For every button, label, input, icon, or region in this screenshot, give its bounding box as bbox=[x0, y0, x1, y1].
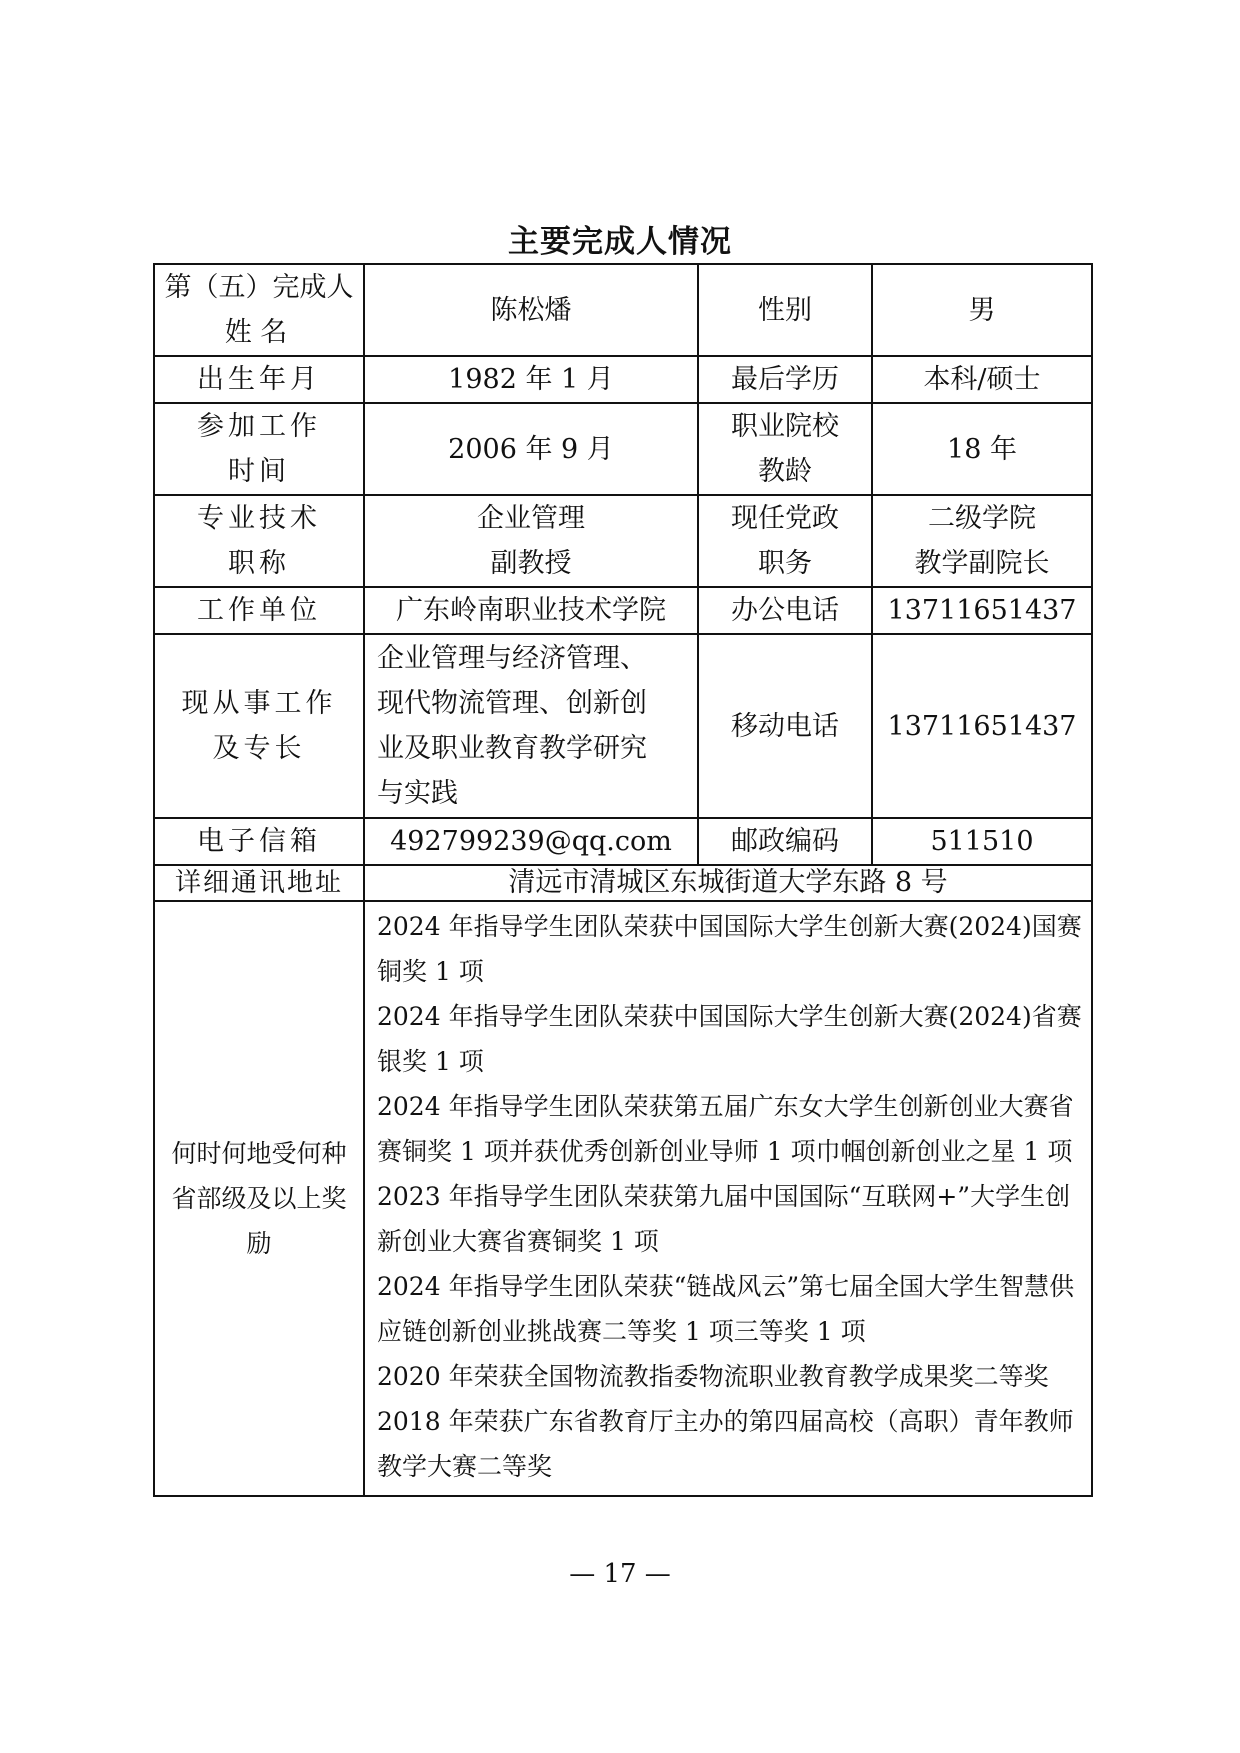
position-label bbox=[698, 495, 872, 587]
education-value: 本科/硕士 bbox=[872, 356, 1092, 403]
position-value bbox=[872, 495, 1092, 587]
award-item: 2024 年指导学生团队荣获中国国际大学生创新大赛(2024)国赛铜奖 1 项 bbox=[377, 912, 1082, 986]
email-label: 电子信箱 bbox=[154, 818, 364, 865]
work-start-value: 2006 年 9 月 bbox=[364, 403, 698, 495]
work-start-label-line1: 参加工作 bbox=[197, 411, 321, 442]
teaching-years-value: 18 年 bbox=[872, 403, 1092, 495]
position-value-line1: 二级学院 bbox=[928, 503, 1036, 534]
table-row bbox=[154, 901, 1092, 1496]
work-unit-value: 广东岭南职业技术学院 bbox=[364, 587, 698, 634]
teaching-years-label bbox=[698, 403, 872, 495]
gender-value: 男 bbox=[872, 264, 1092, 356]
award-item: 2023 年指导学生团队荣获第九届中国国际“互联网+”大学生创新创业大赛省赛铜奖 1 项 bbox=[377, 1182, 1071, 1256]
address-label: 详细通讯地址 bbox=[154, 865, 364, 901]
professional-title-value bbox=[364, 495, 698, 587]
award-item: 2020 年荣获全国物流教指委物流职业教育教学成果奖二等奖 bbox=[377, 1362, 1049, 1391]
awards-list bbox=[364, 901, 1092, 1496]
name-label-line2 bbox=[159, 310, 359, 355]
professional-title-label-line1: 专业技术 bbox=[197, 503, 321, 534]
table-row bbox=[154, 634, 1092, 818]
specialty-label-line1: 现从事工作 bbox=[181, 688, 337, 719]
award-item: 2018 年荣获广东省教育厅主办的第四届高校（高职）青年教师教学大赛二等奖 bbox=[377, 1407, 1074, 1481]
table-row bbox=[154, 495, 1092, 587]
office-phone-value: 13711651437 bbox=[872, 587, 1092, 634]
name-label-line1: 第（五）完成人 bbox=[164, 272, 354, 303]
specialty-label bbox=[154, 634, 364, 818]
work-start-label-line2: 时间 bbox=[228, 456, 290, 487]
professional-title-value-line2: 副教授 bbox=[490, 548, 572, 579]
specialty-value-line2: 现代物流管理、创新创 bbox=[377, 688, 647, 719]
professional-title-label bbox=[154, 495, 364, 587]
postcode-label: 邮政编码 bbox=[698, 818, 872, 865]
work-unit-label: 工作单位 bbox=[154, 587, 364, 634]
specialty-value-line3: 业及职业教育教学研究 bbox=[377, 733, 647, 764]
specialty-value-line4: 与实践 bbox=[377, 778, 458, 809]
awards-label bbox=[154, 901, 364, 1496]
award-item: 2024 年指导学生团队荣获第五届广东女大学生创新创业大赛省赛铜奖 1 项并获优秀创新创业导师 1 项巾帼创新创业之星 1 项 bbox=[377, 1092, 1074, 1166]
awards-label-line3: 励 bbox=[246, 1229, 272, 1258]
table-row bbox=[154, 587, 1092, 634]
position-label-line1: 现任党政 bbox=[731, 503, 839, 534]
birth-label: 出生年月 bbox=[154, 356, 364, 403]
mobile-value: 13711651437 bbox=[872, 634, 1092, 818]
table-row bbox=[154, 356, 1092, 403]
name-label-line2-right: 名 bbox=[260, 317, 288, 348]
postcode-value: 511510 bbox=[872, 818, 1092, 865]
page-title: 主要完成人情况 bbox=[508, 224, 732, 260]
position-label-line2: 职务 bbox=[758, 548, 812, 579]
specialty-label-line2: 及专长 bbox=[212, 733, 306, 764]
award-item: 2024 年指导学生团队荣获中国国际大学生创新大赛(2024)省赛银奖 1 项 bbox=[377, 1002, 1082, 1076]
professional-title-label-line2: 职称 bbox=[228, 548, 290, 579]
position-value-line2: 教学副院长 bbox=[914, 548, 1050, 579]
professional-title-value-line1: 企业管理 bbox=[477, 503, 585, 534]
birth-value: 1982 年 1 月 bbox=[364, 356, 698, 403]
address-value: 清远市清城区东城街道大学东路 8 号 bbox=[364, 865, 1092, 901]
table-row bbox=[154, 818, 1092, 865]
award-item: 2024 年指导学生团队荣获“链战风云”第七届全国大学生智慧供应链创新创业挑战赛二等奖 1 项三等奖 1 项 bbox=[377, 1272, 1075, 1346]
specialty-value bbox=[364, 634, 698, 818]
awards-label-line1: 何时何地受何种 bbox=[171, 1139, 347, 1168]
office-phone-label: 办公电话 bbox=[698, 587, 872, 634]
awards-label-line2: 省部级及以上奖 bbox=[171, 1184, 347, 1213]
table-row bbox=[154, 264, 1092, 356]
education-label: 最后学历 bbox=[698, 356, 872, 403]
name-value: 陈松燔 bbox=[364, 264, 698, 356]
personnel-info-table bbox=[153, 263, 1093, 1497]
name-label-line2-left: 姓 bbox=[224, 317, 252, 348]
name-label-cell bbox=[154, 264, 364, 356]
teaching-years-label-line2: 教龄 bbox=[758, 456, 812, 487]
mobile-label: 移动电话 bbox=[698, 634, 872, 818]
teaching-years-label-line1: 职业院校 bbox=[731, 411, 839, 442]
gender-label: 性别 bbox=[698, 264, 872, 356]
specialty-value-line1: 企业管理与经济管理、 bbox=[377, 643, 647, 674]
page-number: — 17 — bbox=[569, 1559, 671, 1589]
email-value: 492799239@qq.com bbox=[364, 818, 698, 865]
table-row bbox=[154, 865, 1092, 901]
work-start-label bbox=[154, 403, 364, 495]
table-row bbox=[154, 403, 1092, 495]
